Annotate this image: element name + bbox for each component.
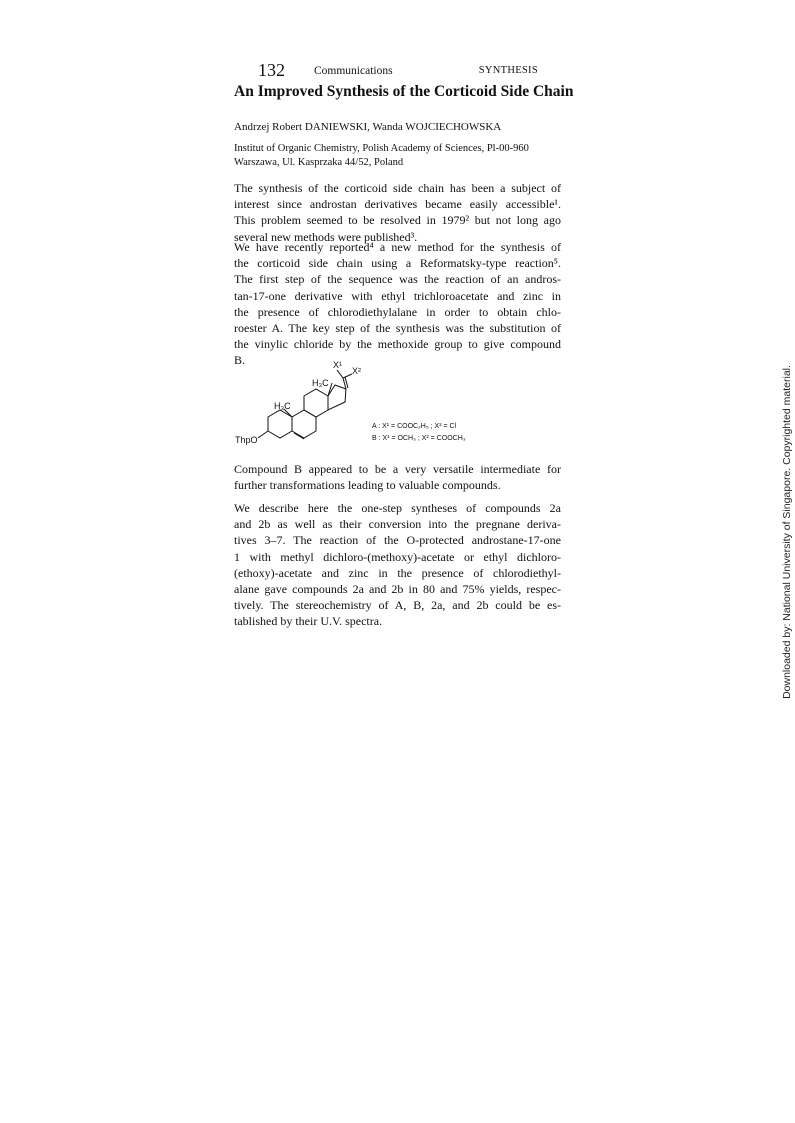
thpo-bond <box>258 431 268 438</box>
text-line: The synthesis of the corticoid side chain has been a subject of <box>234 181 561 195</box>
label-x1: X¹ <box>333 360 342 370</box>
text-line: We describe here the one-step syntheses of compounds 2a <box>234 501 561 515</box>
double-bond <box>294 433 304 439</box>
text-line: We have recently reported⁴ a new method for the synthesis of <box>234 240 561 254</box>
article-title: An Improved Synthesis of the Corticoid Side Chain <box>234 83 574 100</box>
paragraph-compound-b <box>234 461 561 493</box>
text-line: roester A. The key step of the synthesis was the substitution of <box>234 321 561 336</box>
journal-label: SYNTHESIS <box>478 65 538 76</box>
affiliation-line: Institut of Organic Chemistry, Polish Academy of Sciences, Pl-00-960 <box>234 143 529 154</box>
text-line: B. <box>234 353 246 368</box>
text-line: the presence of chlorodiethylalane in order to obtain chlo- <box>234 304 561 319</box>
text-line: tablished by their U.V. spectra. <box>234 614 383 629</box>
affiliation-line: Warszawa, Ul. Kasprzaka 44/52, Poland <box>234 157 404 168</box>
text-line: The first step of the sequence was the reaction of an andros- <box>234 272 561 287</box>
affiliation <box>234 142 564 170</box>
text-line: (ethoxy)-acetate and zinc in the presence of chlorodiethyl- <box>234 565 561 580</box>
text-line: tives 3–7. The reaction of the O-protected androstane-17-one <box>234 533 561 548</box>
page-number: 132 <box>258 60 285 80</box>
text-line: 1 with methyl dichloro-(methoxy)-acetate or ethyl dichloro- <box>234 549 561 564</box>
download-watermark <box>781 365 793 699</box>
text-line: interest since androstan derivatives became easily accessible¹. <box>234 197 561 212</box>
paragraph-current-work <box>234 500 561 630</box>
label-thpo: ThpO <box>235 435 258 445</box>
text-line: alane gave compounds 2a and 2b in 80 and 75% yields, respec- <box>234 582 561 597</box>
ring-c <box>304 389 328 417</box>
ring-a <box>268 410 292 438</box>
steroid-structure-figure <box>222 360 572 453</box>
paragraph-previous-work <box>234 239 561 369</box>
text-line: This problem seemed to be resolved in 1979² but not long ago <box>234 213 561 228</box>
text-line: the vinylic chloride by the methoxide group to give compound <box>234 337 561 352</box>
text-line: tan-17-one derivative with ethyl trichloroacetate and zinc in <box>234 288 561 303</box>
paragraph-intro <box>234 180 561 245</box>
text-line: Compound B appeared to be a very versatile intermediate for <box>234 462 561 476</box>
text-line: several new methods were published³. <box>234 229 418 244</box>
x2-bond <box>343 374 352 378</box>
authors: Andrzej Robert DANIEWSKI, Wanda WOJCIECHOWSKA <box>234 121 502 133</box>
running-head <box>258 60 538 82</box>
text-line: tively. The stereochemistry of A, B, 2a, and 2b could be es- <box>234 598 561 613</box>
x1-bond <box>337 370 343 378</box>
text-line: the corticoid side chain using a Reformatsky-type reaction⁵. <box>234 256 561 271</box>
text-line: and 2b as well as their conversion into the pregnane deriva- <box>234 517 561 532</box>
label-h3c-top: H₃C <box>312 378 329 388</box>
legend-compound-b: B : X¹ = OCH₃ ; X² = COOCH₃ <box>372 435 466 442</box>
section-label: Communications <box>314 65 393 77</box>
label-h3c-left: H₃C <box>274 401 291 411</box>
text-line: further transformations leading to valuable compounds. <box>234 478 501 493</box>
legend-compound-a: A : X¹ = COOC₂H₅ ; X² = Cl <box>372 423 457 430</box>
download-watermark-text: Downloaded by: National University of Singapore. Copyrighted material. <box>781 365 793 699</box>
label-x2: X² <box>352 366 361 376</box>
